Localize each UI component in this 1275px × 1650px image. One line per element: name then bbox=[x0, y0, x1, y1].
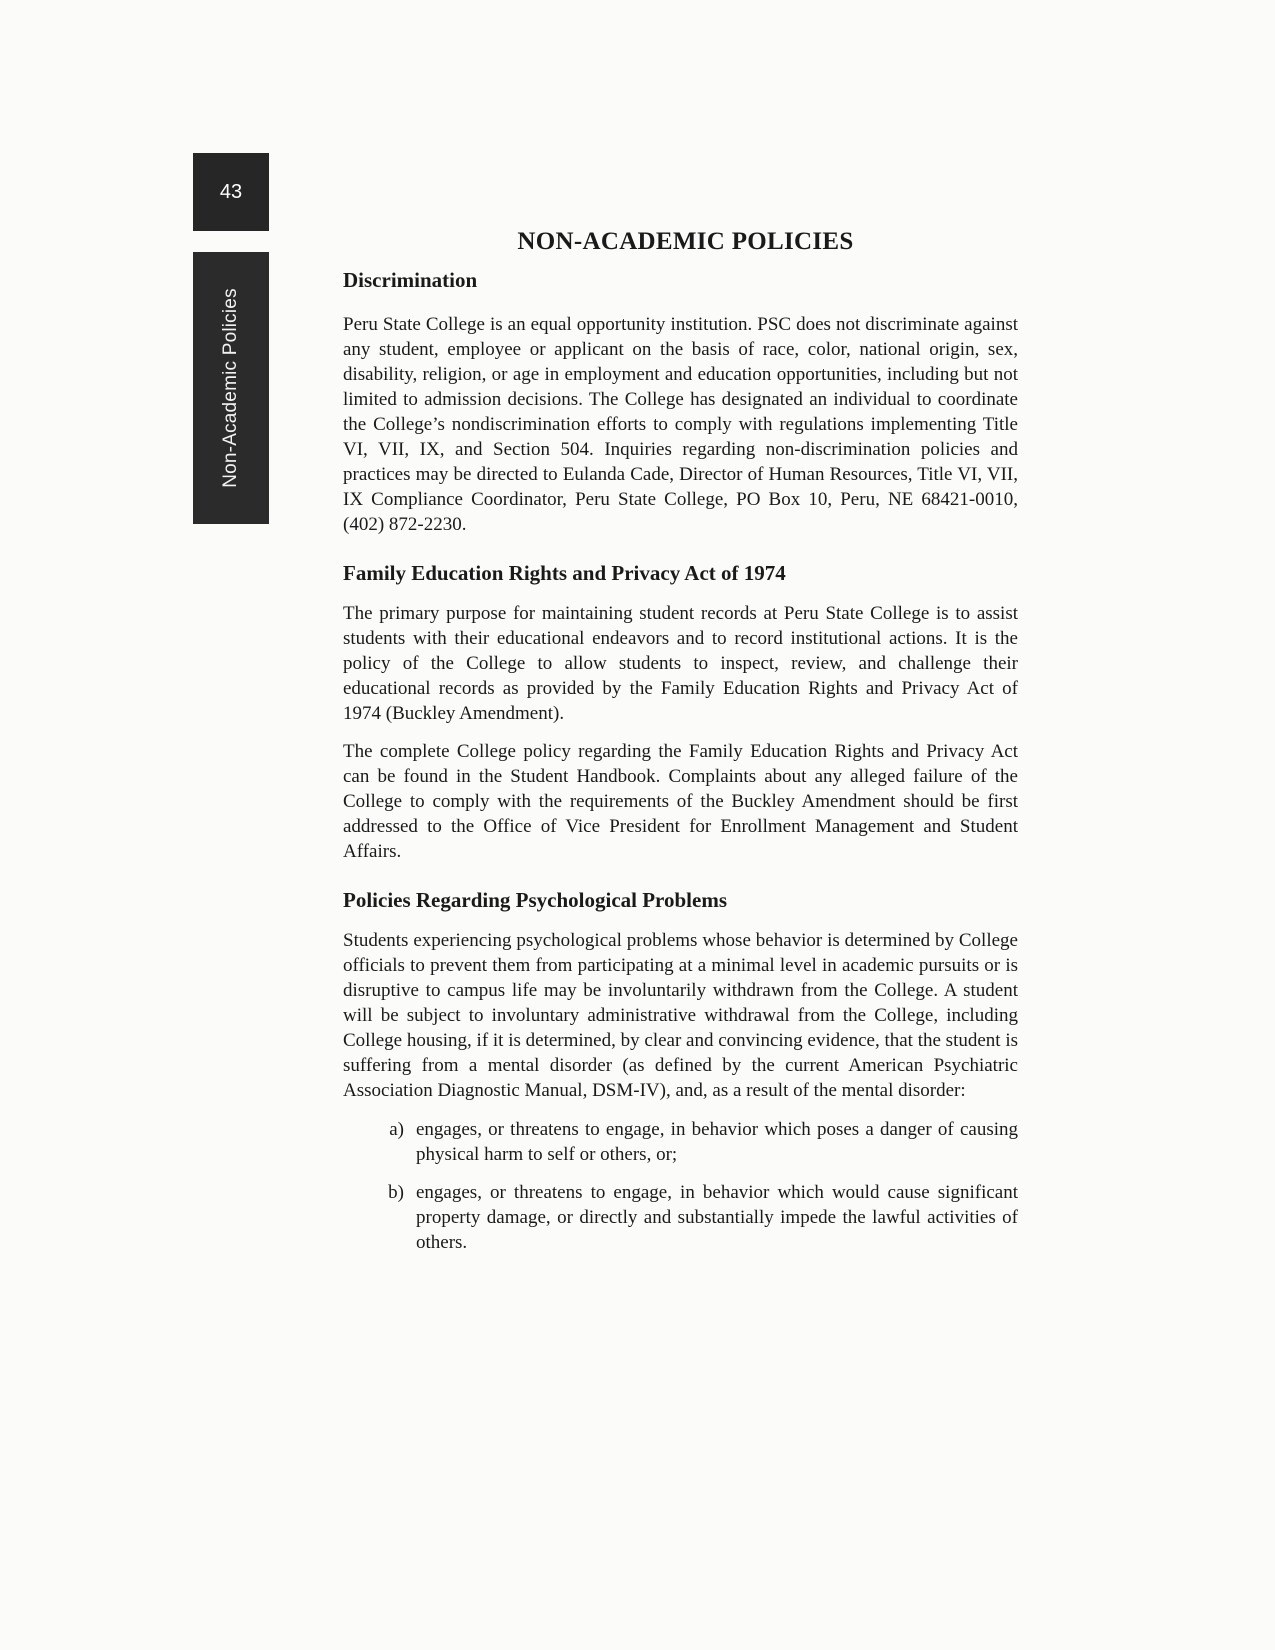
section-tab bbox=[193, 252, 269, 524]
page-title: NON-ACADEMIC POLICIES bbox=[517, 228, 854, 255]
list-item bbox=[343, 1117, 1018, 1167]
section-heading: Policies Regarding Psychological Problems bbox=[343, 888, 727, 912]
list-marker: b) bbox=[388, 1182, 404, 1203]
list-marker: a) bbox=[389, 1119, 404, 1140]
paragraph: Students experiencing psychological problems whose behavior is determined by College officials to prevent them from participating at a minimal level in academic pursuits or is disruptive to campus life may be involuntarily withdrawn from the College. A student will be subject to involuntary administrative withdrawal from the College, including College housing, if it is determined, by clear and convincing evidence, that the student is suffering from a mental disorder (as defined by the current American Psychiatric Association Diagnostic Manual, DSM-IV), and, as a result of the mental disorder: bbox=[343, 930, 1018, 1101]
paragraph: The primary purpose for maintaining student records at Peru State College is to assist students with their educational endeavors and to record institutional actions. It is the policy of the College to allow students to inspect, review, and challenge their educational records as provided by the Family Education Rights and Privacy Act of 1974 (Buckley Amendment). bbox=[343, 603, 1018, 724]
conditions-list bbox=[343, 1117, 1018, 1255]
section-psychological-problems bbox=[343, 886, 1018, 1255]
section-heading: Discrimination bbox=[343, 268, 478, 292]
paragraph: The complete College policy regarding the Family Education Rights and Privacy Act can be found in the Student Handbook. Complaints about any alleged failure of the College to comply with the requirements of the Buckley Amendment should be first addressed to the Office of Vice President for Enrollment Management and Student Affairs. bbox=[343, 741, 1018, 862]
page-number: 43 bbox=[219, 180, 243, 203]
document-body bbox=[343, 224, 1018, 1268]
list-item-text: engages, or threatens to engage, in behavior which would cause significant property damage, or directly and substantially impede the lawful activities of others. bbox=[416, 1182, 1018, 1253]
section-label: Non-Academic Policies bbox=[220, 288, 241, 488]
paragraph: Peru State College is an equal opportunity institution. PSC does not discriminate against any student, employee or applicant on the basis of race, color, national origin, sex, disability, religion, or age in employment and education opportunities, including but not limited to admission decisions. The College has designated an individual to coordinate the College’s nondiscrimination efforts to comply with regulations implementing Title VI, VII, IX, and Section 504. Inquiries regarding non-discrimination policies and practices may be directed to Eulanda Cade, Director of Human Resources, Title VI, VII, IX Compliance Coordinator, Peru State College, PO Box 10, Peru, NE 68421-0010, (402) 872-2230. bbox=[343, 314, 1018, 535]
list-item bbox=[343, 1180, 1018, 1255]
list-item-text: engages, or threatens to engage, in behavior which poses a danger of causing physical harm to self or others, or; bbox=[416, 1119, 1018, 1165]
section-ferpa bbox=[343, 559, 1018, 864]
section-heading: Family Education Rights and Privacy Act of 1974 bbox=[343, 561, 786, 585]
section-discrimination bbox=[343, 266, 1018, 537]
page-number-tab bbox=[193, 153, 269, 231]
